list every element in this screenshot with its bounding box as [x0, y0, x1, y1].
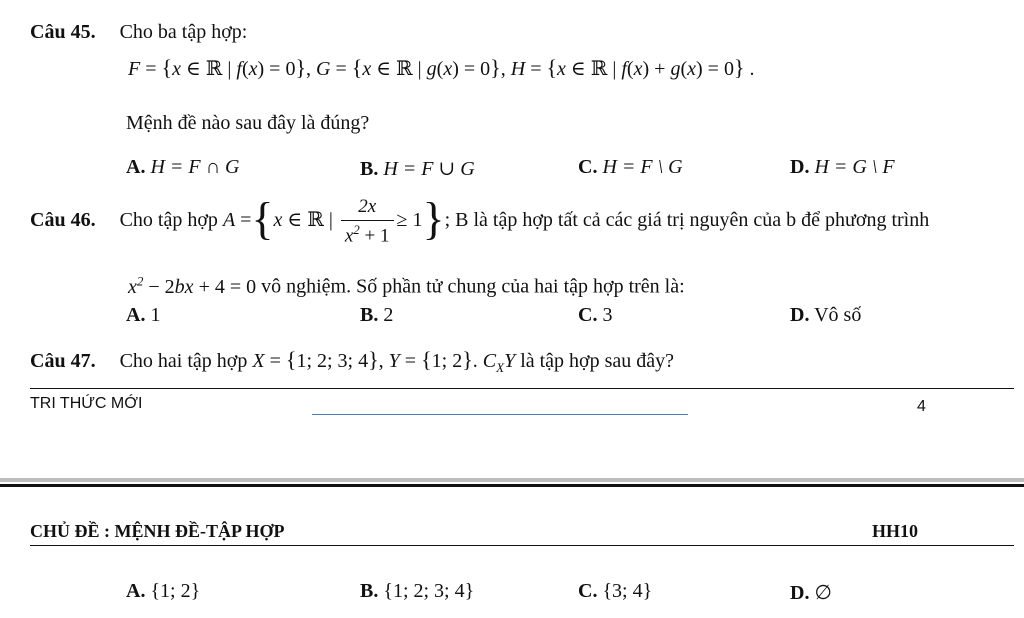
q46 [30, 192, 930, 247]
empty-set-icon: ∅ [814, 582, 832, 604]
quadratic-equation: $x^2 - 2bx + 4 = 0$ [128, 273, 257, 298]
set-g-name: G [316, 58, 331, 80]
q47 [30, 347, 674, 376]
q46-text-before: Cho tập hợp [119, 209, 218, 232]
fraction-numerator: 2x [341, 196, 394, 221]
q45-option-a[interactable]: A. H = F ∩ G [126, 156, 240, 178]
q46-line2-text: vô nghiệm. Số phần tử chung của hai tập hợp trên là: [261, 275, 685, 298]
page-gap [0, 478, 1024, 482]
q46-text-after: ; B là tập hợp tất cả các giá trị nguyên của b để phương trình [444, 209, 930, 232]
header-rule [30, 545, 1014, 546]
q45-question: Mệnh đề nào sau đây là đúng? [126, 112, 370, 134]
q47-label: Câu 47. [30, 350, 96, 372]
sets-x-y: X = {1; 2; 3; 4}, Y = {1; 2}. $C_XY$ [252, 347, 516, 375]
q45-option-c[interactable]: C. H = F \ G [578, 156, 683, 178]
q47-text-after: là tập hợp sau đây? [520, 350, 675, 372]
q47-option-b[interactable]: B. {1; 2; 3; 4} [360, 580, 475, 602]
q46-line2 [128, 273, 685, 299]
q46-label: Câu 46. [30, 209, 96, 232]
q45 [30, 21, 247, 44]
footer-blue-rule [312, 414, 688, 415]
q46-option-c[interactable]: C. 3 [578, 304, 613, 326]
q45-label: Câu 45. [30, 21, 96, 43]
page-header-code: HH10 [872, 521, 919, 541]
set-a-definition: A ={x ∈ ℝ | $\frac{2x}{x^2 + 1}$ ≥ 1} [222, 192, 445, 247]
q46-option-b[interactable]: B. 2 [360, 304, 394, 326]
q45-option-b[interactable]: B. H = F ∪ G [360, 158, 475, 180]
footer-publisher: TRI THỨC MỚI [30, 395, 143, 412]
page-header-topic: CHỦ ĐỀ : MỆNH ĐỀ-TẬP HỢP [30, 521, 285, 541]
q47-option-c[interactable]: C. {3; 4} [578, 580, 653, 602]
page-number: 4 [917, 398, 926, 415]
q47-option-d[interactable]: D. ∅ [790, 582, 832, 604]
q45-text: Cho ba tập hợp: [119, 21, 248, 43]
q45-option-d[interactable]: D. H = G \ F [790, 156, 895, 178]
q46-option-d[interactable]: D. Vô số [790, 304, 862, 326]
q47-text-before: Cho hai tập hợp [119, 350, 248, 372]
set-f-name: F [128, 58, 141, 80]
set-h-name: H [510, 58, 526, 80]
footer-rule [30, 388, 1014, 389]
q46-option-a[interactable]: A. 1 [126, 304, 161, 326]
page-break-line [0, 484, 1024, 487]
q47-option-a[interactable]: A. {1; 2} [126, 580, 201, 602]
q45-set-definitions: F = {x ∈ ℝ | f(x) = 0}, G = {x ∈ ℝ | g(x) = 0}, H = {x ∈ ℝ | f(x) + g(x) = 0} . [128, 55, 755, 80]
